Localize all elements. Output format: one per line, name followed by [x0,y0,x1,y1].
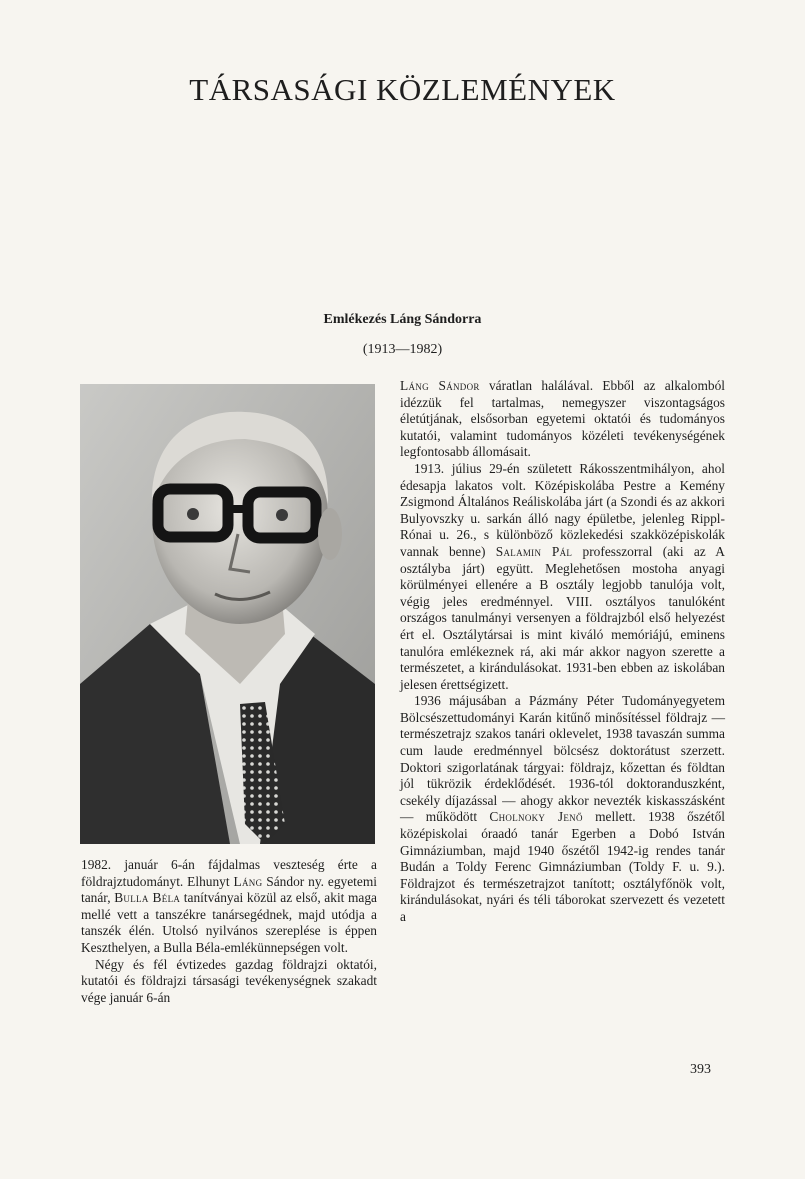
page-heading: TÁRSASÁGI KÖZLEMÉNYEK [189,72,616,107]
article-dates: (1913—1982) [362,342,443,357]
portrait-photo [80,384,375,844]
person-name: Salamin Pál [495,543,573,559]
right-paragraph-3: 1936 májusában a Pázmány Péter Tudományegyetem Bölcsészettudományi Karán kitűnő minősítéssel földrajz — természetrajz szakos tanári oklevelet, 1938 tavaszán summa cum laude eredménnyel bölcsész doktorátust szerzett. Doktori szigorlatának tárgyai: földrajz, kőzettan és földtan jól tükrözik érdeklődését. 1936-tól doktoranduszként, csekély díjazással — ahogy akkor nevezték kiskasszásként — működött Cholnoky Jenő mellett. 1938 őszétől középiskolai óraadó tanár Egerben a Dobó István Gimnáziumban, majd 1940 őszétől 1942-ig rendes tanár Budán a Toldy Ferenc Gimnáziumban (Toldy F. u. 9.). Földrajzot és természetrajzot tanított; osztályfőnök volt, kirándulásokat, nyári és téli táborokat szervezett és vezetett a [400,693,725,924]
person-name: Láng Sándor [400,378,480,393]
left-paragraph-2: Négy és fél évtizedes gazdag földrajzi oktatói, kutatói és földrajzi társasági tevékenységnek szakadt vége január 6-án [81,956,377,1005]
left-column [81,857,377,1006]
left-paragraph-1: 1982. január 6-án fájdalmas veszteség érte a földrajztudományt. Elhunyt Láng Sándor ny. egyetemi tanár, Bulla Béla tanítványai közül az első, akit maga mellé vett a tanszékre tanársegédnek, majd utódja a tanszék élén. Utolsó nyilvános szereplése is éppen Keszthelyen, a Bulla Béla-emlékünnepségen volt. [81,857,377,955]
person-name: Cholnoky Jenő [489,809,583,825]
person-name: Bulla Béla [114,890,181,906]
person-name: Láng [233,873,263,889]
page-number: 393 [690,1062,711,1077]
right-column [400,378,725,926]
right-paragraph-1: Láng Sándor váratlan halálával. Ebből az alkalomból idézzük fel tartalmas, nemegyszer viszontagságos életútjának, elsősorban egyetemi oktatói és tudományos kutatói, valamint tudományos közéleti tevékenységének legfontosabb állomásait. [400,378,725,460]
article-title: Emlékezés Láng Sándorra [323,312,482,327]
right-paragraph-2: 1913. július 29-én született Rákosszentmihályon, ahol édesapja lakatos volt. Középiskolába Pestre a Kemény Zsigmond Általános Reáliskolába járt (a Szondi és az akkori Bulyovszky u. sarkán álló nagy épületbe, jelenleg Rippl-Rónai u. 26., s különböző közlekedési szakközépiskolák vannak benne) Salamin Pál professzorral (aki az A osztályba járt) együtt. Meglehetősen mostoha anyagi körülményei ellenére a B osztály legjobb tanulója volt, végig jeles eredménnyel. VIII. osztályos tanulóként országos tanulmányi versenyen a földrajzból első helyezést ért el. Osztálytársai is mint kiváló memóriájú, eminens tanulóra emlékeznek rá, aki már akkor nagyon szerette a természetet, a kirándulásokat. 1931-ben ebben az iskolában jelesen érettségizett. [400,460,725,692]
